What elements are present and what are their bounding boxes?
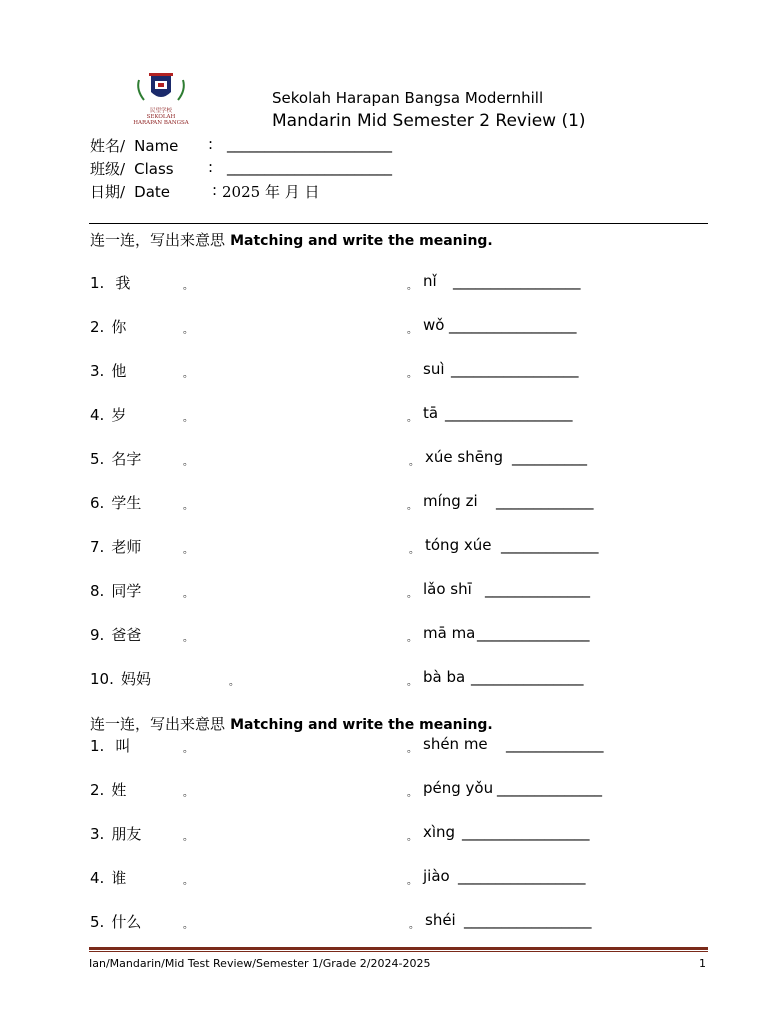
list-item [90,867,126,888]
right-match-dot[interactable]: 。 [407,325,417,336]
list-item [90,360,126,381]
left-match-dot[interactable]: 。 [183,369,193,380]
item-number: 2. [90,318,105,336]
right-match-dot[interactable]: 。 [407,281,417,292]
item-hanzi: 叫 [115,737,131,755]
item-number: 9. [90,626,105,644]
item-number: 1. [90,737,105,755]
left-match-dot[interactable]: 。 [183,457,193,468]
item-pinyin: tā [423,404,439,422]
list-item [90,272,130,293]
answer-blank[interactable]: _________________ [462,823,590,841]
left-match-dot[interactable]: 。 [183,832,193,843]
item-pinyin: mā ma [423,624,476,642]
list-item [90,823,141,844]
left-match-dot[interactable]: 。 [183,545,193,556]
list-item [90,316,126,337]
right-match-dot[interactable]: 。 [407,876,417,887]
section2-heading [90,713,493,734]
answer-blank[interactable]: _________________ [464,911,592,929]
answer-blank[interactable]: _____________ [496,492,594,510]
left-match-dot[interactable]: 。 [183,744,193,755]
section1-heading [90,229,493,250]
item-pinyin: suì [423,360,445,378]
right-match-dot[interactable]: 。 [407,832,417,843]
item-number: 4. [90,406,105,424]
item-pinyin: tóng xúe [425,536,492,554]
left-match-dot[interactable]: 。 [183,413,193,424]
list-item [90,668,151,689]
item-hanzi: 你 [111,318,127,336]
name-colon: : [208,135,214,153]
right-match-dot[interactable]: 。 [409,920,419,931]
item-hanzi: 什么 [111,913,142,931]
right-match-dot[interactable]: 。 [407,501,417,512]
list-item [90,779,126,800]
class-colon: : [208,158,214,176]
header-divider [89,223,708,224]
list-item [90,448,141,469]
class-field [90,158,174,179]
class-blank[interactable]: ______________________ [227,158,392,176]
right-match-dot[interactable]: 。 [409,457,419,468]
item-number: 5. [90,913,105,931]
logo-caption [130,108,192,126]
item-hanzi: 老师 [111,538,142,556]
item-hanzi: 爸爸 [111,626,142,644]
item-pinyin: xúe shēng [425,448,503,466]
answer-blank[interactable]: ______________ [497,779,602,797]
item-hanzi: 他 [111,362,127,380]
answer-blank[interactable]: __________ [512,448,587,466]
item-number: 10. [90,670,114,688]
list-item [90,911,141,932]
field-label-cn: 日期/ [90,183,126,201]
item-pinyin: wǒ [423,316,445,334]
item-hanzi: 谁 [111,869,127,887]
item-number: 5. [90,450,105,468]
item-pinyin: péng yǒu [423,779,494,797]
left-match-dot[interactable]: 。 [183,920,193,931]
item-number: 3. [90,825,105,843]
logo-en-text-2: HARAPAN BANGSA [133,120,189,126]
answer-blank[interactable]: ______________ [485,580,590,598]
answer-blank[interactable]: _________________ [451,360,579,378]
right-match-dot[interactable]: 。 [407,744,417,755]
section-heading-cn: 连一连，写出来意思 [90,715,226,733]
left-match-dot[interactable]: 。 [183,876,193,887]
left-match-dot[interactable]: 。 [183,501,193,512]
item-pinyin: lǎo shī [423,580,472,598]
item-pinyin: shéi [425,911,456,929]
logo-en-text-1: SEKOLAH [146,114,176,120]
list-item [90,624,141,645]
item-pinyin: míng zi [423,492,478,510]
answer-blank[interactable]: _________________ [445,404,573,422]
name-field [90,135,178,156]
item-pinyin: shén me [423,735,488,753]
section-heading-en: Matching and write the meaning. [230,717,493,733]
field-label-en: Name [134,137,179,155]
right-match-dot[interactable]: 。 [407,369,417,380]
list-item [90,580,141,601]
section-heading-en: Matching and write the meaning. [230,233,493,249]
field-label-cn: 班级/ [90,160,126,178]
date-colon: : [212,181,218,199]
item-number: 6. [90,494,105,512]
item-pinyin: jiào [423,867,450,885]
footer-rule-thick [89,947,708,950]
answer-blank[interactable]: _________________ [453,272,581,290]
list-item [90,404,126,425]
left-match-dot[interactable]: 。 [229,677,239,688]
right-match-dot[interactable]: 。 [407,633,417,644]
section-heading-cn: 连一连，写出来意思 [90,231,226,249]
left-match-dot[interactable]: 。 [183,325,193,336]
item-pinyin: nǐ [423,272,437,290]
item-number: 4. [90,869,105,887]
right-match-dot[interactable]: 。 [409,545,419,556]
field-label-cn: 姓名/ [90,137,126,155]
answer-blank[interactable]: _________________ [449,316,577,334]
answer-blank[interactable]: _______________ [477,624,590,642]
list-item [90,536,141,557]
footer-text: Ian/Mandarin/Mid Test Review/Semester 1/Grade 2/2024-2025 [89,957,431,970]
item-hanzi: 岁 [111,406,127,424]
item-number: 7. [90,538,105,556]
item-hanzi: 同学 [111,582,142,600]
item-hanzi: 学生 [111,494,142,512]
item-number: 1. [90,274,105,292]
item-pinyin: xìng [423,823,456,841]
page-number: 1 [699,957,706,970]
left-match-dot[interactable]: 。 [183,281,193,292]
field-label-en: Date [134,183,171,201]
item-hanzi: 我 [115,274,131,292]
school-name: Sekolah Harapan Bangsa Modernhill [272,89,544,107]
item-number: 3. [90,362,105,380]
page-title: Mandarin Mid Semester 2 Review (1) [272,111,586,131]
footer-rule-thin [89,951,708,952]
left-match-dot[interactable]: 。 [183,633,193,644]
right-match-dot[interactable]: 。 [407,413,417,424]
name-blank[interactable]: ______________________ [227,135,392,153]
logo-cn-text: 民望学校 [149,108,172,114]
item-pinyin: bà ba [423,668,466,686]
right-match-dot[interactable]: 。 [407,589,417,600]
item-number: 8. [90,582,105,600]
field-label-en: Class [134,160,174,178]
right-match-dot[interactable]: 。 [407,677,417,688]
left-match-dot[interactable]: 。 [183,788,193,799]
date-value[interactable]: 2025 年 月 日 [222,183,320,201]
school-logo [134,72,188,106]
item-hanzi: 姓 [111,781,127,799]
list-item [90,735,130,756]
answer-blank[interactable]: _________________ [458,867,586,885]
left-match-dot[interactable]: 。 [183,589,193,600]
date-field [90,181,170,202]
answer-blank[interactable]: _____________ [506,735,604,753]
right-match-dot[interactable]: 。 [407,788,417,799]
item-hanzi: 朋友 [111,825,142,843]
answer-blank[interactable]: _______________ [471,668,584,686]
answer-blank[interactable]: _____________ [501,536,599,554]
item-number: 2. [90,781,105,799]
item-hanzi: 名字 [111,450,142,468]
list-item [90,492,141,513]
item-hanzi: 妈妈 [120,670,151,688]
